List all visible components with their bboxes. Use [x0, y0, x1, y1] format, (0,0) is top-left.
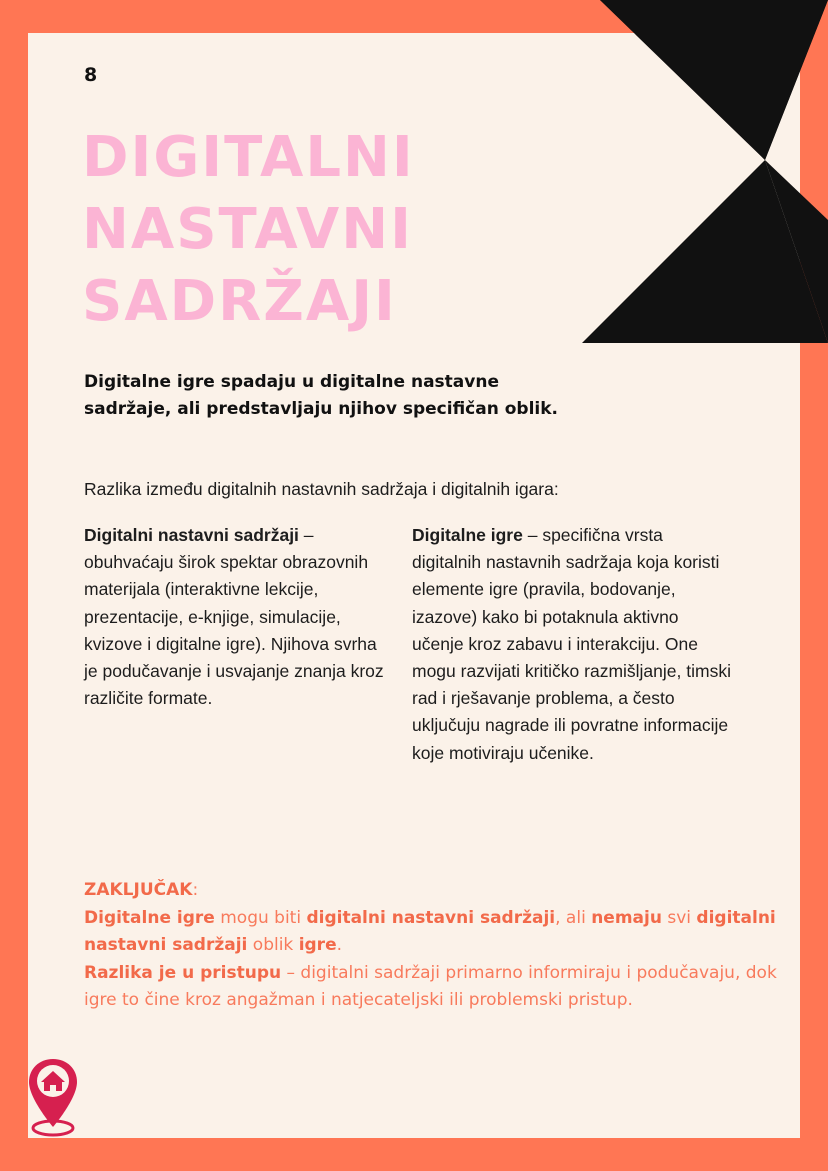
conclusion-heading-suffix: : — [192, 880, 199, 900]
left-column-term: Digitalni nastavni sadržaji — [84, 525, 299, 545]
conclusion-text-5: . — [336, 935, 343, 955]
conclusion-bold-2: digitalni nastavni sadržaji — [306, 907, 556, 928]
intro-paragraph: Razlika između digitalnih nastavnih sadržaja i digitalnih igara: — [84, 479, 559, 499]
title-line-1: DIGITALNI — [82, 125, 415, 190]
conclusion-text-1: mogu biti — [214, 907, 307, 928]
page-number: 8 — [84, 64, 98, 86]
title-line-3: SADRŽAJI — [82, 269, 397, 334]
conclusion — [84, 877, 784, 1015]
conclusion-bold-6: Razlika je u pristupu — [84, 962, 282, 983]
conclusion-bold-3: nemaju — [591, 907, 662, 928]
title-line-2: NASTAVNI — [82, 197, 413, 262]
conclusion-heading: ZAKLJUČAK — [84, 880, 193, 900]
home-button[interactable] — [26, 1055, 80, 1139]
conclusion-text-3: svi — [661, 907, 697, 928]
conclusion-bold-4: digitalni nastavni sadržaji — [84, 907, 776, 955]
home-location-pin-icon — [26, 1055, 80, 1139]
right-column — [412, 522, 732, 767]
right-column-term: Digitalne igre — [412, 525, 523, 545]
right-column-definition: – specifična vrsta digitalnih nastavnih sadržaja koja koristi elemente igre (pravila, bodovanje, izazove) kako bi potaknula aktivno učenje kroz zabavu i interakciju. One mogu razvijati kritičko razmišljanje, timski rad i rješavanje problema, a često uključuju nagrade ili povratne informacije koje motiviraju učenike. — [412, 525, 731, 763]
lead-paragraph: Digitalne igre spadaju u digitalne nastavne sadržaje, ali predstavljaju njihov specifičan oblik. — [84, 372, 559, 419]
page-title — [82, 122, 415, 338]
conclusion-text-4: oblik — [247, 935, 299, 955]
conclusion-bold-5: igre — [298, 935, 337, 955]
conclusion-text-2: , ali — [555, 907, 592, 928]
conclusion-bold-1: Digitalne igre — [84, 907, 215, 928]
conclusion-text-6: – digitalni sadržaji primarno informiraju i podučavaju, dok igre to čine kroz angažman i natjecateljski ili problemski pristup. — [84, 962, 777, 1010]
left-column-definition: – obuhvaćaju širok spektar obrazovnih materijala (interaktivne lekcije, prezentacije, e-knjige, simulacije, kvizove i digitalne igre). Njihova svrha je podučavanje i usvajanje znanja kroz različite formate. — [84, 525, 384, 709]
left-column — [84, 522, 384, 712]
